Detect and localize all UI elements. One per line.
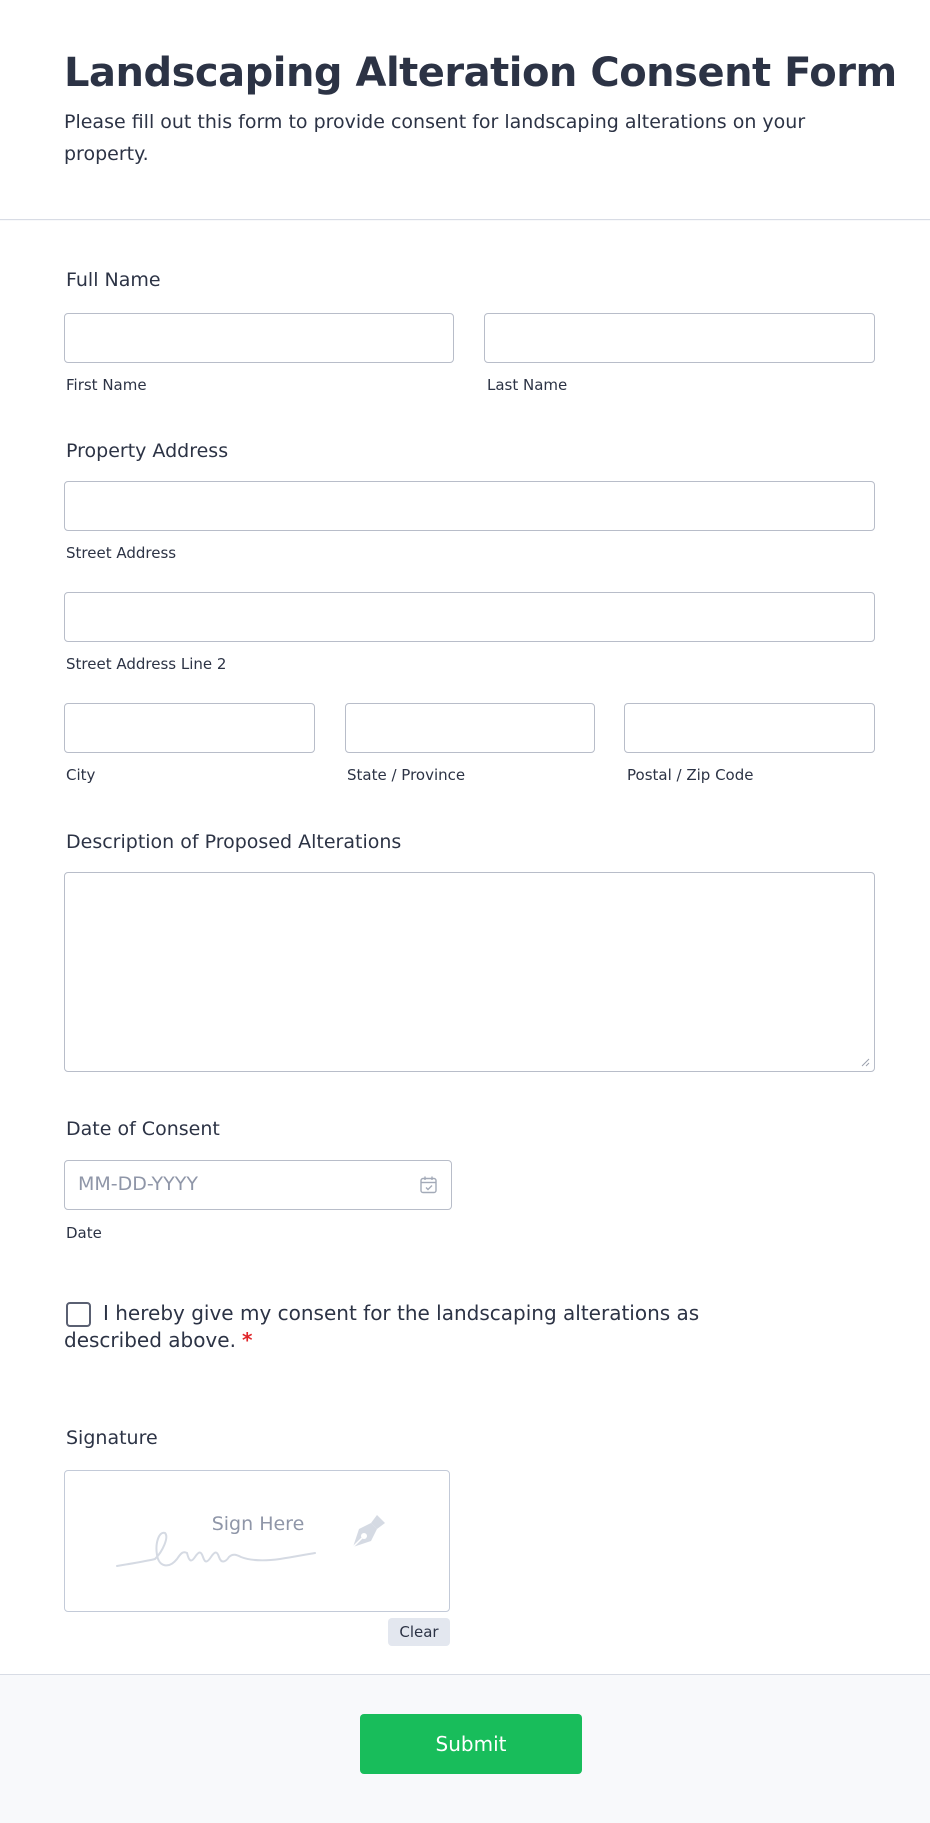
signature-pad[interactable] [64,1470,450,1612]
full-name-label: Full Name [66,269,161,291]
signature-label: Signature [66,1427,158,1449]
first-name-sublabel: First Name [66,376,147,394]
street-address-line2-sublabel: Street Address Line 2 [66,655,227,673]
form-subtitle: Please fill out this form to provide consent for landscaping alterations on your property. [64,111,806,165]
state-input[interactable] [345,703,595,753]
sign-here-placeholder: Sign Here [211,1513,305,1535]
description-label: Description of Proposed Alterations [66,831,402,853]
street-address-line2-input[interactable] [64,592,875,642]
form-title: Landscaping Alteration Consent Form [64,50,897,96]
city-input[interactable] [64,703,315,753]
street-address-input[interactable] [64,481,875,531]
consent-statement [64,1300,784,1354]
clear-signature-button[interactable]: Clear [388,1618,450,1646]
consent-text: I hereby give my consent for the landscaping alterations as described above. [64,1301,700,1352]
description-textarea[interactable] [64,872,875,1072]
pen-nib-icon [347,1511,389,1553]
state-sublabel: State / Province [347,766,466,784]
last-name-sublabel: Last Name [487,376,568,394]
first-name-input[interactable] [64,313,454,363]
zip-sublabel: Postal / Zip Code [627,766,754,784]
required-asterisk: * [241,1328,253,1352]
date-input[interactable] [64,1160,452,1210]
signature-scribble-icon [65,1471,451,1613]
date-placeholder: MM-DD-YYYY [78,1173,198,1195]
city-sublabel: City [66,766,96,784]
zip-input[interactable] [624,703,875,753]
form-header [0,0,930,220]
date-of-consent-label: Date of Consent [66,1118,220,1140]
calendar-icon[interactable] [419,1175,439,1195]
property-address-label: Property Address [66,440,229,462]
date-sublabel: Date [66,1224,102,1242]
resize-grip-icon[interactable] [861,1058,870,1067]
street-address-sublabel: Street Address [66,544,177,562]
submit-button[interactable]: Submit [360,1714,582,1774]
last-name-input[interactable] [484,313,875,363]
